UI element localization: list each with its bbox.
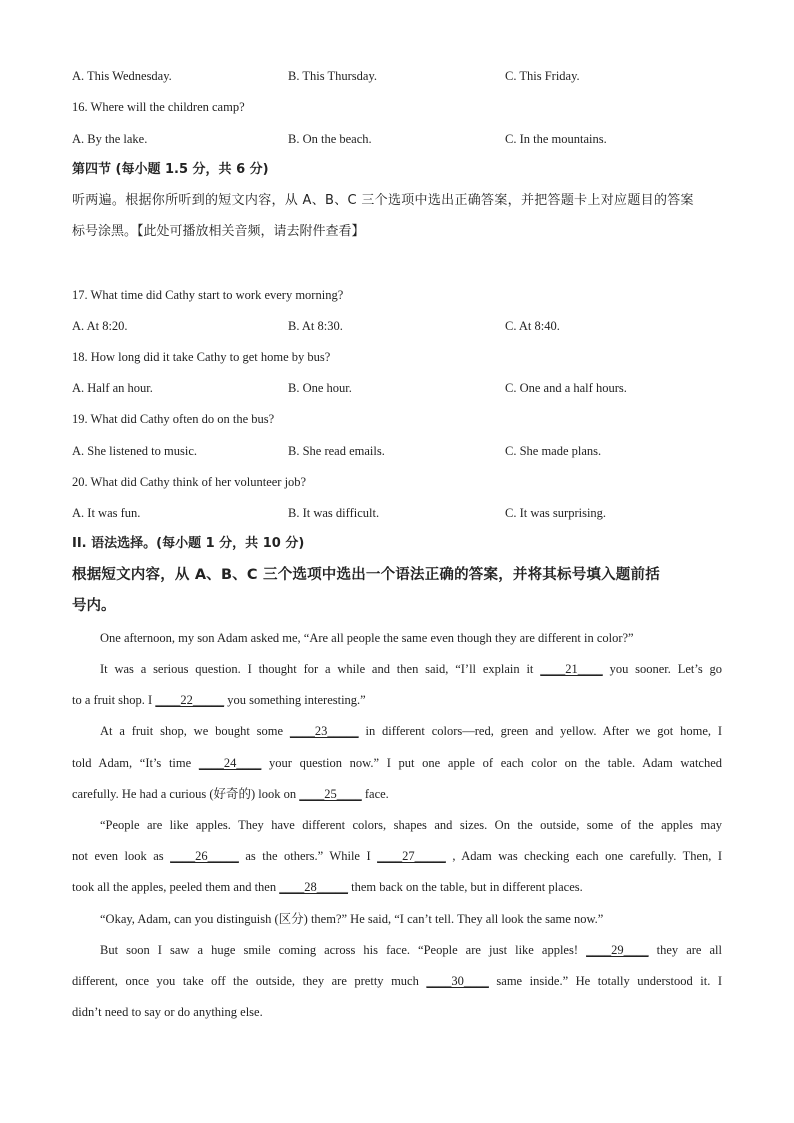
- passage-text: not even look as: [72, 849, 164, 863]
- q15-option-a: A. This Wednesday.: [72, 69, 172, 83]
- passage-text: It was a serious question. I thought for a while and then said, “I’ll explain it: [100, 662, 534, 676]
- q19-option-c: C. She made plans.: [505, 444, 602, 458]
- passage-paragraph-3-line-3: [72, 786, 722, 802]
- passage-text: “People are like apples. They have different colors, shapes and sizes. On the outside, some of the apples may: [100, 818, 722, 832]
- passage-text: in different colors—red, green and yellow. After we got home, I: [365, 724, 722, 738]
- passage-paragraph-2-line-1: [72, 661, 722, 677]
- q16-option-c: C. In the mountains.: [505, 132, 607, 146]
- passage-text: same inside.” He totally understood it. I: [496, 974, 723, 988]
- section4-instruction-2: 标号涂黑。【此处可播放相关音频，请去附件查看】: [72, 224, 365, 239]
- q19-question: 19. What did Cathy often do on the bus?: [72, 412, 275, 426]
- blank-30: ____30____: [426, 974, 489, 988]
- q16-option-b: B. On the beach.: [288, 132, 372, 146]
- passage-paragraph-1: One afternoon, my son Adam asked me, “Are all people the same even though they are different in color?”: [100, 631, 634, 645]
- passage-text: told Adam, “It’s time: [72, 756, 192, 770]
- passage-text: they are all: [656, 943, 723, 957]
- q17-option-a: A. At 8:20.: [72, 319, 128, 333]
- q16-option-a: A. By the lake.: [72, 132, 148, 146]
- passage-paragraph-6-line-3: didn’t need to say or do anything else.: [72, 1005, 263, 1019]
- q18-option-b: B. One hour.: [288, 381, 352, 395]
- q16-question: 16. Where will the children camp?: [72, 100, 245, 114]
- q15-option-b: B. This Thursday.: [288, 69, 378, 83]
- passage-paragraph-4-line-2: [72, 848, 722, 864]
- blank-21: ____21____: [540, 662, 603, 676]
- q20-option-a: A. It was fun.: [72, 506, 141, 520]
- part2-instruction-1: 根据短文内容，从 A、B、C 三个选项中选出一个语法正确的答案，并将其标号填入题前括: [72, 567, 660, 583]
- passage-paragraph-6-line-1: [72, 942, 722, 958]
- passage-text: you something interesting.”: [227, 693, 366, 707]
- passage-paragraph-4-line-3: [72, 879, 722, 895]
- passage-text: you sooner. Let’s go: [609, 662, 723, 676]
- q17-option-c: C. At 8:40.: [505, 319, 560, 333]
- blank-28: ____28_____: [279, 880, 348, 894]
- passage-text: them back on the table, but in different places.: [351, 880, 583, 894]
- passage-text: face.: [364, 787, 389, 801]
- passage-paragraph-2-line-2: [72, 692, 722, 708]
- blank-25: ____25____: [299, 787, 362, 801]
- q18-question: 18. How long did it take Cathy to get home by bus?: [72, 350, 331, 364]
- q20-question: 20. What did Cathy think of her volunteer job?: [72, 475, 307, 489]
- passage-text: But soon I saw a huge smile coming across his face. “People are just like apples!: [100, 943, 578, 957]
- q20-option-b: B. It was difficult.: [288, 506, 380, 520]
- section4-heading: 第四节 (每小题 1.5 分，共 6 分): [72, 162, 269, 177]
- q17-option-b: B. At 8:30.: [288, 319, 343, 333]
- q18-option-c: C. One and a half hours.: [505, 381, 627, 395]
- blank-27: ____27_____: [377, 849, 446, 863]
- part2-heading: II. 语法选择。(每小题 1 分，共 10 分): [72, 536, 305, 551]
- passage-text: different, once you take off the outside, they are pretty much: [72, 974, 419, 988]
- q19-option-b: B. She read emails.: [288, 444, 385, 458]
- passage-text: At a fruit shop, we bought some: [100, 724, 284, 738]
- blank-29: ____29____: [586, 943, 649, 957]
- passage-paragraph-5: “Okay, Adam, can you distinguish (区分) them?” He said, “I can’t tell. They all look the same now.”: [100, 912, 604, 926]
- blank-22: ____22_____: [155, 693, 225, 707]
- passage-text: took all the apples, peeled them and then: [72, 880, 277, 894]
- blank-26: ____26_____: [170, 849, 239, 863]
- passage-paragraph-3-line-2: [72, 755, 722, 771]
- passage-text: carefully. He had a curious (好奇的) look on: [72, 787, 297, 801]
- passage-text: to a fruit shop. I: [72, 693, 153, 707]
- passage-paragraph-6-line-2: [72, 973, 722, 989]
- q20-option-c: C. It was surprising.: [505, 506, 607, 520]
- part2-instruction-2: 号内。: [72, 598, 116, 614]
- passage-paragraph-3-line-1: [72, 723, 722, 739]
- passage-text: your question now.” I put one apple of each color on the table. Adam watched: [269, 756, 723, 770]
- passage-paragraph-4-line-1: [72, 817, 722, 833]
- blank-24: ____24____: [198, 756, 262, 770]
- section4-instruction-1: 听两遍。根据你所听到的短文内容，从 A、B、C 三个选项中选出正确答案，并把答题卡上对应题目的答案: [72, 193, 694, 208]
- q17-question: 17. What time did Cathy start to work every morning?: [72, 288, 344, 302]
- q15-option-c: C. This Friday.: [505, 69, 580, 83]
- passage-text: as the others.” While I: [245, 849, 371, 863]
- blank-23: ____23_____: [289, 724, 359, 738]
- q19-option-a: A. She listened to music.: [72, 444, 197, 458]
- passage-text: , Adam was checking each one carefully. Then, I: [452, 849, 723, 863]
- q18-option-a: A. Half an hour.: [72, 381, 153, 395]
